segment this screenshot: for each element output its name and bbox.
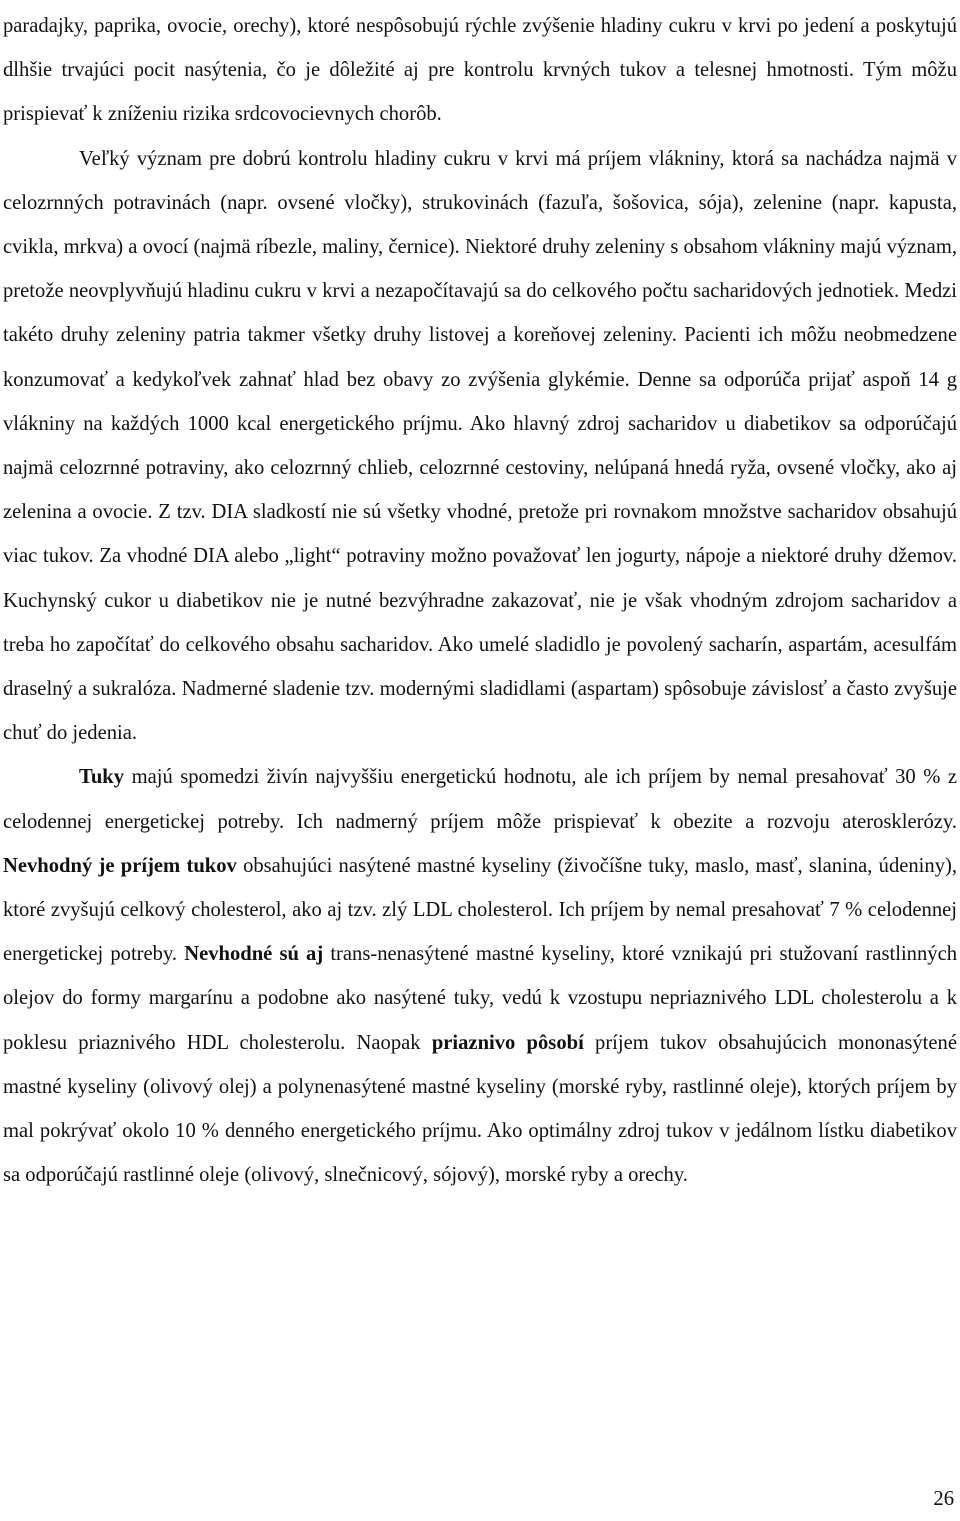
page-number: 26 — [933, 1488, 954, 1510]
paragraph-fiber — [3, 137, 957, 756]
paragraph-text: trans-nenasýtené mastné kyseliny, ktoré vznikajú pri stužovaní rastlinných olejov do formy margarínu a podobne ako nasýtené tuky, vedú k vzostupu nepriaznivého LDL cholesterolu a k poklesu priaznivého HDL cholesterolu. Naopak — [3, 943, 958, 1054]
paragraph-text: paradajky, paprika, ovocie, orechy), ktoré nespôsobujú rýchle zvýšenie hladiny cukru v krvi po jedení a poskytujú dlhšie trvajúci pocit nasýtenia, čo je dôležité aj pre kontrolu krvných tukov a telesnej hmotnosti. Tým môžu prispievať k zníženiu rizika srdcovocievnych chorôb. — [3, 15, 957, 126]
document-page — [3, 0, 957, 1197]
paragraph-fats — [3, 755, 957, 1197]
paragraph-text: obsahujúci nasýtené mastné kyseliny (živočíšne tuky, maslo, masť, slanina, údeniny), ktoré zvyšujú celkový cholesterol, ako aj tzv. zlý LDL cholesterol. Ich príjem by nemal presahovať 7 % celodennej energetickej potreby. — [3, 854, 957, 966]
paragraph-text: majú spomedzi živín najvyššiu energetickú hodnotu, ale ich príjem by nemal presahovať 30 % z celodennej energetickej potreby. Ich nadmerný príjem môže prispievať k obezite a rozvoju aterosklerózy. — [3, 766, 957, 833]
bold-term-beneficial: priaznivo pôsobí — [431, 1031, 584, 1054]
bold-term-fats: Tuky — [79, 766, 125, 789]
paragraph-text: príjem tukov obsahujúcich mononasýtené mastné kyseliny (olivový olej) a polynenasýtené mastné kyseliny (morské ryby, rastlinné oleje), ktorých príjem by mal pokrývať okolo 10 % denného energetického príjmu. Ako optimálny zdroj tukov v jedálnom lístku diabetikov sa odporúčajú rastlinné oleje (olivový, slnečnicový, sójový), morské ryby a orechy. — [3, 1031, 957, 1187]
bold-term-unsuitable-intake: Nevhodný je príjem tukov — [3, 854, 237, 877]
paragraph-continuation — [3, 4, 957, 137]
paragraph-text: Veľký význam pre dobrú kontrolu hladiny cukru v krvi má príjem vlákniny, ktorá sa nachádza najmä v celozrnných potravinách (napr. ovsené vločky), strukovinách (fazuľa, šošovica, sója), zelenine (napr. kapusta, cvikla, mrkva) a ovocí (najmä ríbezle, maliny, černice). Niektoré druhy zeleniny s obsahom vlákniny majú význam, pretože neovplyvňujú hladinu cukru v krvi a nezapočítavajú sa do celkového počtu sacharidových jednotiek. Medzi takéto druhy zeleniny patria takmer všetky druhy listovej a koreňovej zeleniny. Pacienti ich môžu neobmedzene konzumovať a kedykoľvek zahnať hlad bez obavy zo zvýšenia glykémie. Denne sa odporúča prijať aspoň 14 g vlákniny na každých 1000 kcal energetického príjmu. Ako hlavný zdroj sacharidov u diabetikov sa odporúčajú najmä celozrnné potraviny, ako celozrnný chlieb, celozrnné cestoviny, nelúpaná hnedá ryža, ovsené vločky, ako aj zelenina a ovocie. Z tzv. DIA sladkostí nie sú všetky vhodné, pretože pri rovnakom množstve sacharidov obsahujú viac tukov. Za vhodné DIA alebo „light“ potraviny možno považovať len jogurty, nápoje a niektoré druhy džemov. Kuchynský cukor u diabetikov nie je nutné bezvýhradne zakazovať, nie je však vhodným zdrojom sacharidov a treba ho započítať do celkového obsahu sacharidov. Ako umelé sladidlo je povolený sacharín, aspartám, acesulfám draselný a sukralóza. Nadmerné sladenie tzv. modernými sladidlami (aspartam) spôsobuje závislosť a často zvyšuje chuť do jedenia. — [3, 147, 957, 745]
bold-term-also-unsuitable: Nevhodné sú aj — [184, 943, 324, 966]
